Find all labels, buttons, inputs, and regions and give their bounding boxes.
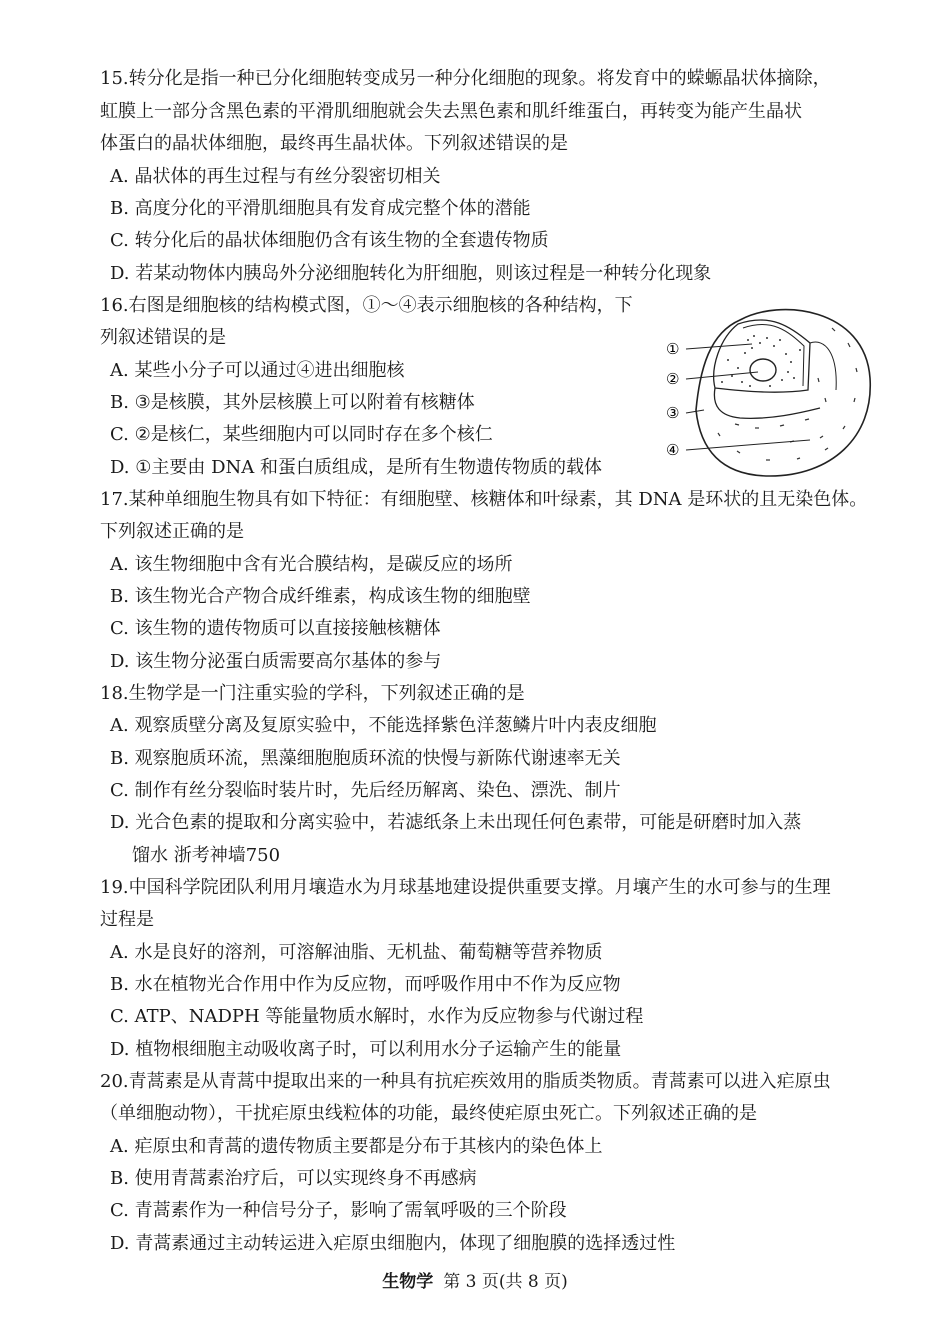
question-19-option-c: C. ATP、NADPH 等能量物质水解时，水作为反应物参与代谢过程 — [110, 1006, 644, 1027]
question-16-option-a: A. 某些小分子可以通过④进出细胞核 — [110, 360, 405, 381]
question-15-stem-line-1: 15.转分化是指一种已分化细胞转变成另一种分化细胞的现象。将发育中的蝾螈晶状体摘除， — [100, 68, 831, 89]
question-15-option-b: B. 高度分化的平滑肌细胞具有发育成完整个体的潜能 — [110, 198, 531, 219]
question-18-option-c: C. 制作有丝分裂临时装片时，先后经历解离、染色、漂洗、制片 — [110, 780, 621, 801]
label-4: ④ — [666, 441, 680, 459]
chromatin-dots — [721, 335, 801, 387]
question-16-option-c: C. ②是核仁，某些细胞内可以同时存在多个核仁 — [110, 424, 493, 445]
question-17-option-b: B. 该生物光合产物合成纤维素，构成该生物的细胞壁 — [110, 586, 531, 607]
label-2: ② — [666, 370, 680, 388]
nucleus-structure-diagram — [660, 298, 880, 483]
question-15-option-a: A. 晶状体的再生过程与有丝分裂密切相关 — [110, 166, 441, 187]
question-20-option-b: B. 使用青蒿素治疗后，可以实现终身不再感病 — [110, 1168, 477, 1189]
question-17-stem-line-1: 17.某种单细胞生物具有如下特征：有细胞壁、核糖体和叶绿素，其 DNA 是环状的且无染色体。 — [100, 489, 868, 510]
leader-line-1 — [686, 344, 752, 349]
nucleolus — [750, 359, 776, 381]
question-18-option-d-line-1: D. 光合色素的提取和分离实验中，若滤纸条上未出现任何色素带，可能是研磨时加入蒸 — [110, 812, 802, 833]
question-15-option-d: D. 若某动物体内胰岛外分泌细胞转化为肝细胞，则该过程是一种转分化现象 — [110, 263, 712, 284]
label-3: ③ — [666, 404, 680, 422]
envelope-lower-edge — [714, 388, 820, 418]
pore-edge — [810, 342, 836, 390]
question-17-option-d: D. 该生物分泌蛋白质需要高尔基体的参与 — [110, 651, 442, 672]
question-18-option-b: B. 观察胞质环流，黑藻细胞胞质环流的快慢与新陈代谢速率无关 — [110, 748, 621, 769]
question-17-option-a: A. 该生物细胞中含有光合膜结构，是碳反应的场所 — [110, 554, 513, 575]
question-16-stem-line-1: 16.右图是细胞核的结构模式图，①～④表示细胞核的各种结构，下 — [100, 295, 633, 316]
question-15-option-c: C. 转分化后的晶状体细胞仍含有该生物的全套遗传物质 — [110, 230, 549, 251]
footer-subject: 生物学 — [382, 1272, 434, 1292]
question-17-option-c: C. 该生物的遗传物质可以直接接触核糖体 — [110, 618, 441, 639]
question-20-option-a: A. 疟原虫和青蒿的遗传物质主要都是分布于其核内的染色体上 — [110, 1136, 603, 1157]
question-19-stem-line-2: 过程是 — [100, 909, 154, 930]
question-17-stem-line-2: 下列叙述正确的是 — [100, 521, 244, 542]
nucleus-diagram-svg — [660, 298, 880, 483]
ribosome-dashes — [718, 328, 857, 460]
question-20-option-c: C. 青蒿素作为一种信号分子，影响了需氧呼吸的三个阶段 — [110, 1200, 567, 1221]
question-19-option-b: B. 水在植物光合作用中作为反应物，而呼吸作用中不作为反应物 — [110, 974, 621, 995]
question-15-stem-line-2: 虹膜上一部分含黑色素的平滑肌细胞就会失去黑色素和肌纤维蛋白，再转变为能产生晶状 — [100, 101, 802, 122]
leader-line-2 — [686, 372, 758, 379]
question-18-option-a: A. 观察质壁分离及复原实验中，不能选择紫色洋葱鳞片叶内表皮细胞 — [110, 715, 657, 736]
question-20-stem-line-1: 20.青蒿素是从青蒿中提取出来的一种具有抗疟疾效用的脂质类物质。青蒿素可以进入疟原虫 — [100, 1071, 831, 1092]
question-19-option-d: D. 植物根细胞主动吸收离子时，可以利用水分子运输产生的能量 — [110, 1039, 622, 1060]
question-16-option-d: D. ①主要由 DNA 和蛋白质组成，是所有生物遗传物质的载体 — [110, 457, 602, 478]
question-18-stem-line-1: 18.生物学是一门注重实验的学科，下列叙述正确的是 — [100, 683, 525, 704]
question-18-option-d-line-2: 馏水 浙考神墙750 — [132, 845, 281, 866]
question-20-option-d: D. 青蒿素通过主动转运进入疟原虫细胞内，体现了细胞膜的选择透过性 — [110, 1233, 676, 1254]
nuclear-envelope-outer — [696, 310, 870, 476]
label-1: ① — [666, 340, 680, 358]
footer-page-number: 第 3 页(共 8 页) — [443, 1272, 568, 1292]
question-16-option-b: B. ③是核膜，其外层核膜上可以附着有核糖体 — [110, 392, 475, 413]
question-19-option-a: A. 水是良好的溶剂，可溶解油脂、无机盐、葡萄糖等营养物质 — [110, 942, 603, 963]
question-20-stem-line-2: （单细胞动物），干扰疟原虫线粒体的功能，最终使疟原虫死亡。下列叙述正确的是 — [100, 1103, 757, 1124]
question-19-stem-line-1: 19.中国科学院团队利用月壤造水为月球基地建设提供重要支撑。月壤产生的水可参与的生理 — [100, 877, 831, 898]
page-footer — [0, 1270, 950, 1294]
question-16-stem-line-2: 列叙述错误的是 — [100, 327, 226, 348]
leader-line-3 — [686, 410, 704, 413]
question-15-stem-line-3: 体蛋白的晶状体细胞，最终再生晶状体。下列叙述错误的是 — [100, 133, 568, 154]
